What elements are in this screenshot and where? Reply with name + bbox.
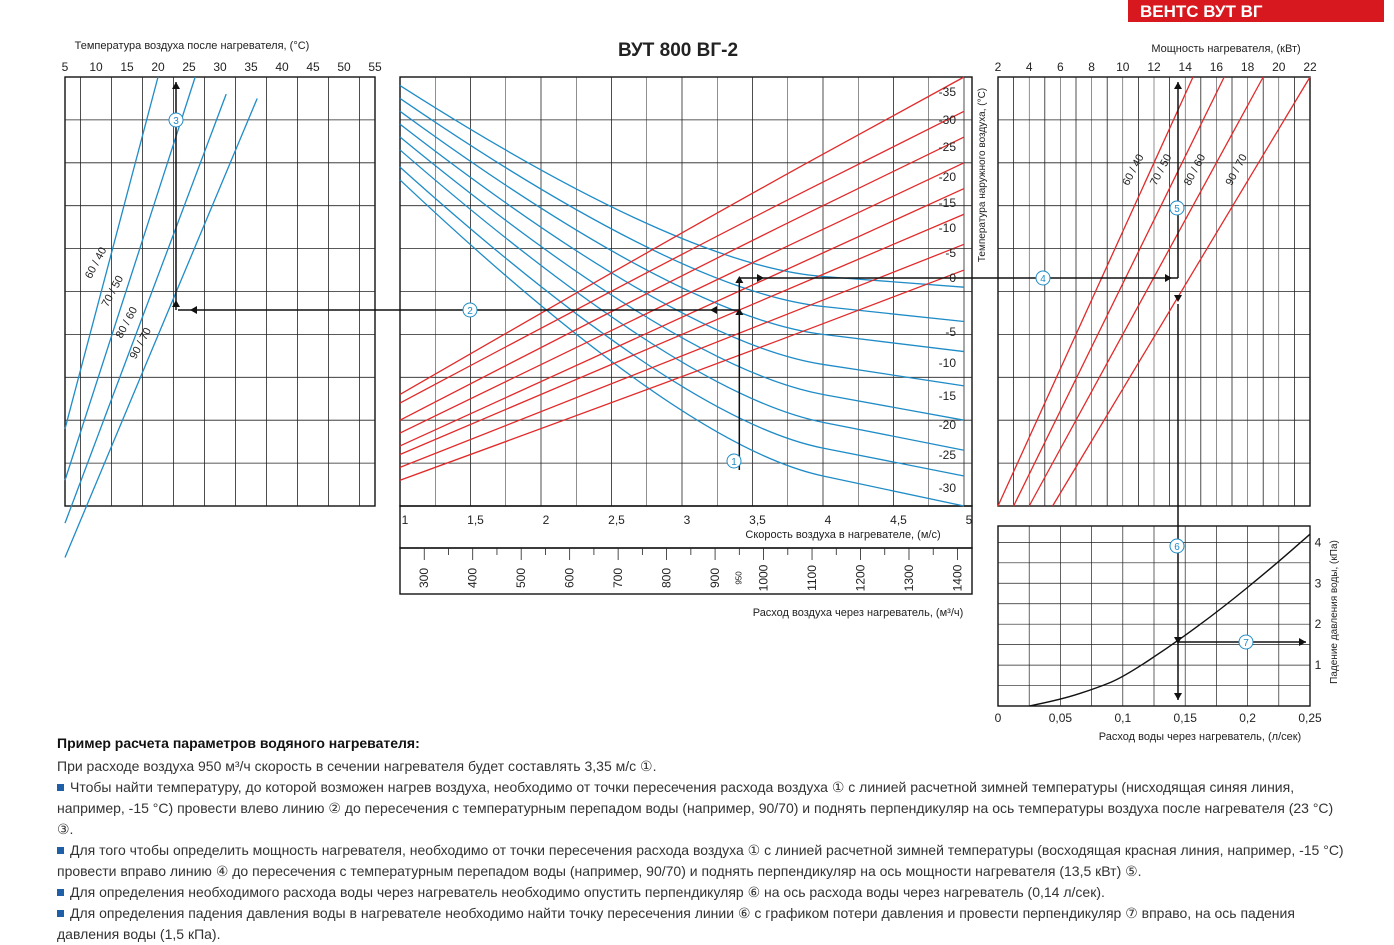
label-layer xyxy=(62,40,1340,743)
y-tick-label: -25 xyxy=(938,140,956,154)
step-marker-label: 3 xyxy=(173,116,179,127)
x-tick-label: 8 xyxy=(1088,60,1095,74)
x-tick-label: 35 xyxy=(244,60,258,74)
x-tick-label: 1300 xyxy=(901,564,916,592)
step-marker-label: 7 xyxy=(1243,638,1249,649)
x-axis-label: Температура воздуха после нагревателя, (°С) xyxy=(74,40,310,52)
x-tick-label: 55 xyxy=(368,60,382,74)
example-line: При расходе воздуха 950 м³/ч скорость в сечении нагревателя будет составлять 3,35 м/с ①. xyxy=(57,758,657,774)
x-tick-label: 0,1 xyxy=(1114,711,1132,725)
y-tick-label: -30 xyxy=(938,113,956,127)
step-marker-label: 2 xyxy=(467,306,473,317)
example-line: Для того чтобы определить мощность нагревателя, необходимо от точки пересечения расхода воздуха ① с линией расчетной зимней температуры (восходящая красная линия, например, -15 °С) провести вправо линию ④ до пересечения с температурным перепадом воды (например, 90/70) и поднять перпендикуляр на ось мощности нагревателя (13,5 кВт) ⑤. xyxy=(57,842,1344,879)
x-tick-label: 5 xyxy=(965,513,973,527)
series-label: 70 / 50 xyxy=(1148,152,1175,188)
x-tick-label: 0,25 xyxy=(1298,711,1322,725)
y-tick-label: 2 xyxy=(1314,617,1322,632)
x-tick-label: 10 xyxy=(1116,60,1130,74)
brand-badge: ВЕНТС ВУТ ВГ xyxy=(1128,0,1384,22)
x-tick-label: 10 xyxy=(89,60,103,74)
x-tick-label: 1100 xyxy=(805,565,820,591)
x-tick-label: 2 xyxy=(994,60,1002,74)
temperature-curve xyxy=(65,98,257,557)
y-tick-label: -15 xyxy=(938,389,956,403)
arrow-head xyxy=(1174,82,1182,89)
step-marker-label: 6 xyxy=(1174,542,1180,553)
x-tick-label: 3,5 xyxy=(749,513,766,527)
x-tick-label: 18 xyxy=(1240,60,1255,74)
x-tick-label: 0 xyxy=(994,711,1002,725)
x-tick-label: 4 xyxy=(824,513,832,527)
x-axis-label: Мощность нагревателя, (кВт) xyxy=(1151,43,1301,55)
y-tick-label: 0 xyxy=(949,271,956,285)
pressure-curve xyxy=(1029,534,1310,706)
calculation-example xyxy=(57,733,1347,945)
example-line: Чтобы найти температуру, до которой возможен нагрев воздуха, необходимо от точки пересечения расхода воздуха ① с линией расчетной зимней температуры (нисходящая синяя линия, например, -15 °С) провести влево линию ② до пересечения с температурным перепадом воды (например, 90/70) и поднять перпендикуляр на ось температуры воздуха после нагревателя (23 °С) ③. xyxy=(57,779,1334,837)
y-tick-label: -30 xyxy=(938,481,956,495)
x-tick-label: 50 xyxy=(337,60,351,74)
x-tick-label: 20 xyxy=(1272,60,1286,74)
arrow-head xyxy=(1165,274,1172,282)
arrow-head xyxy=(1174,693,1182,700)
x-tick-label: 6 xyxy=(1057,60,1064,74)
x-tick-label: 400 xyxy=(465,567,480,589)
y-tick-label: -10 xyxy=(938,221,956,235)
y-tick-label: -20 xyxy=(938,418,956,432)
x-tick-label: 300 xyxy=(417,567,432,589)
x-tick-label: 900 xyxy=(708,567,723,589)
panel-airflow-axis xyxy=(400,548,972,594)
airflow-marker-label: 950 xyxy=(734,571,744,585)
x-tick-label: 16 xyxy=(1209,60,1224,74)
x-tick-label: 4,5 xyxy=(890,513,907,527)
x-axis-label: Скорость воздуха в нагревателе, (м/с) xyxy=(745,529,941,541)
example-line: Для определения падения давления воды в нагревателе необходимо найти точку пересечения линии ⑥ с графиком потери давления и провести перпендикуляр ⑦ вправо, на ось падения давления воды (1,5 кПа). xyxy=(57,905,1295,942)
x-tick-label: 12 xyxy=(1147,60,1161,74)
step-marker-label: 4 xyxy=(1040,274,1046,285)
y-tick-label: 1 xyxy=(1314,658,1322,673)
y-tick-label: -15 xyxy=(938,196,956,210)
x-tick-label: 3 xyxy=(683,513,691,527)
arrow-head xyxy=(190,306,197,314)
y-axis-label: Падение давления воды, (кПа) xyxy=(1329,540,1340,684)
x-tick-label: 4 xyxy=(1025,60,1033,74)
series-label: 70 / 50 xyxy=(99,273,127,310)
series-label: 60 / 40 xyxy=(1120,152,1147,188)
y-tick-label: -25 xyxy=(938,448,956,462)
step-marker-label: 5 xyxy=(1174,204,1180,215)
x-tick-label: 1 xyxy=(401,513,409,527)
x-tick-label: 0,2 xyxy=(1239,711,1256,725)
x-tick-label: 1,5 xyxy=(467,513,484,527)
x-tick-label: 40 xyxy=(275,60,289,74)
temperature-curve xyxy=(65,94,226,523)
example-title: Пример расчета параметров водяного нагревателя: xyxy=(57,735,420,751)
x-tick-label: 5 xyxy=(61,60,69,74)
step-marker-label: 1 xyxy=(731,457,737,468)
x-tick-label: 0,05 xyxy=(1048,711,1073,725)
arrow-head xyxy=(735,276,743,283)
x-tick-label: 1400 xyxy=(950,564,965,592)
x-tick-label: 45 xyxy=(306,60,320,74)
x-tick-label: 15 xyxy=(120,60,134,74)
x-axis-label: Расход воздуха через нагреватель, (м³/ч) xyxy=(752,607,964,619)
x-tick-label: 1000 xyxy=(756,564,771,592)
series-label: 80 / 60 xyxy=(1181,152,1209,188)
series-label: 60 / 40 xyxy=(83,245,110,281)
bullet-icon xyxy=(57,889,64,896)
bullet-icon xyxy=(57,847,64,854)
y-tick-label: 4 xyxy=(1314,535,1322,550)
x-tick-label: 0,15 xyxy=(1173,711,1197,725)
x-tick-label: 22 xyxy=(1303,60,1317,74)
x-tick-label: 25 xyxy=(182,60,196,74)
bullet-icon xyxy=(57,784,64,791)
grid-layer xyxy=(65,77,1310,706)
series-label: 90 / 70 xyxy=(127,325,155,362)
x-tick-label: 14 xyxy=(1178,60,1192,74)
y-tick-label: -10 xyxy=(938,356,956,370)
curve-layer xyxy=(65,77,1310,706)
y-tick-label: -5 xyxy=(945,325,956,339)
x-tick-label: 20 xyxy=(151,60,165,74)
arrow-head xyxy=(710,306,717,314)
x-tick-label: 600 xyxy=(562,567,577,589)
x-tick-label: 30 xyxy=(213,60,227,74)
x-tick-label: 1200 xyxy=(853,564,868,592)
x-tick-label: 700 xyxy=(611,567,626,589)
x-tick-label: 500 xyxy=(514,567,529,589)
chart-title: ВУТ 800 ВГ-2 xyxy=(617,40,739,61)
x-tick-label: 2,5 xyxy=(608,513,625,527)
x-tick-label: 800 xyxy=(659,567,674,589)
y-tick-label: 3 xyxy=(1314,576,1322,591)
x-tick-label: 2 xyxy=(542,513,550,527)
bullet-icon xyxy=(57,910,64,917)
y-tick-label: -35 xyxy=(938,85,956,99)
example-line: Для определения необходимого расхода воды через нагреватель необходимо опустить перпендикуляр ⑥ на ось расхода воды через нагреватель (0,14 л/сек). xyxy=(57,882,1347,903)
series-label: 80 / 60 xyxy=(113,305,141,341)
y-tick-label: -5 xyxy=(945,246,956,260)
y-tick-label: -20 xyxy=(938,170,956,184)
y-axis-label: Температура наружного воздуха, (°С) xyxy=(977,87,988,263)
series-label: 90 / 70 xyxy=(1223,152,1250,188)
x-axis-label: Расход воды через нагреватель, (л/сек) xyxy=(1098,731,1302,743)
